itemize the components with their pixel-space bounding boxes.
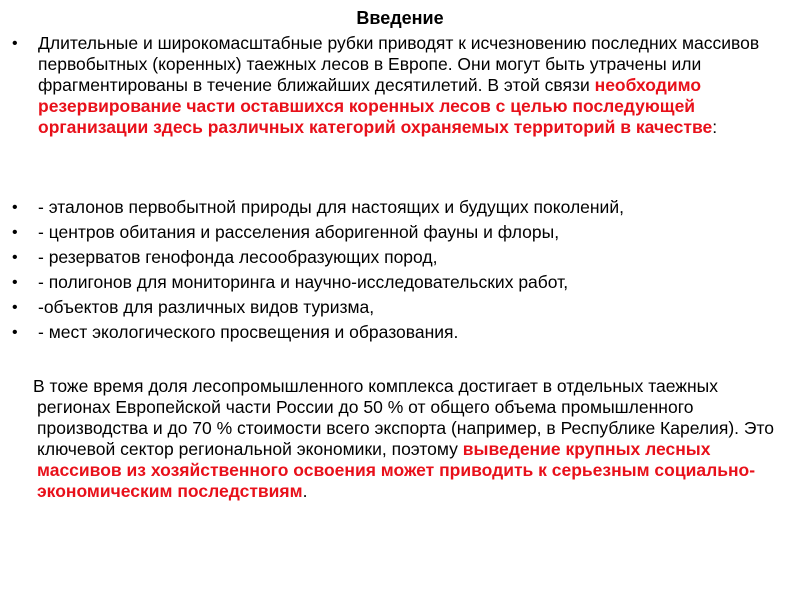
list-item-text: - мест экологического просвещения и образования. — [38, 322, 459, 342]
bullet-icon: • — [12, 35, 18, 52]
bullet-icon: • — [12, 324, 18, 341]
list-item — [12, 322, 782, 343]
intro-bullet — [12, 33, 782, 138]
bullet-icon: • — [12, 199, 18, 216]
closing-paragraph — [33, 376, 787, 502]
bullet-icon: • — [12, 299, 18, 316]
closing-text-part1: В тоже время доля лесопромышленного комплекса достигает в отдельных таежных регионах Европейской части России до 50 % от общего объема промышленного производства и до 70 % стоимости всего экспорта (например, в Республике Карелия). Это ключевой сектор региональной экономики, поэтому — [33, 376, 774, 459]
intro-text-part1: Длительные и широкомасштабные рубки приводят к исчезновению последних массивов первобытных (коренных) таежных лесов в Европе. Они могут быть утрачены или фрагментированы в течение ближайших десятилетий. В этой связи — [38, 33, 760, 95]
slide-title: Введение — [356, 8, 444, 28]
intro-text-part2: : — [712, 117, 718, 137]
list-item-text: - полигонов для мониторинга и научно-исследовательских работ, — [38, 272, 569, 292]
closing-text-part2: . — [302, 481, 308, 501]
list-item — [12, 197, 782, 218]
list-item — [12, 247, 782, 268]
bullet-icon: • — [12, 249, 18, 266]
intro-text — [38, 33, 782, 138]
list-item-text: - резерватов генофонда лесообразующих пород, — [38, 247, 438, 267]
list-item-text: - центров обитания и расселения аборигенной фауны и флоры, — [38, 222, 560, 242]
list-item-text: -объектов для различных видов туризма, — [38, 297, 375, 317]
bullet-icon: • — [12, 224, 18, 241]
bullet-icon: • — [12, 274, 18, 291]
list-item-text: - эталонов первобытной природы для настоящих и будущих поколений, — [38, 197, 624, 217]
list-item — [12, 272, 782, 293]
list-item — [12, 222, 782, 243]
list-item — [12, 297, 782, 318]
intro-highlight: необходимо резервирование части оставшихся коренных лесов с целью последующей организации здесь различных категорий охраняемых территорий в качестве — [38, 75, 713, 137]
closing-highlight: выведение крупных лесных массивов из хозяйственного освоения может приводить к серьезным социально-экономическим последствиям — [37, 439, 756, 501]
